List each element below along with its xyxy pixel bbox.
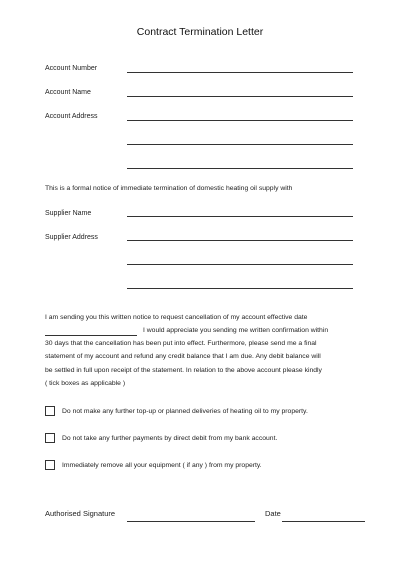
- termination-notice-text: This is a formal notice of immediate termination of domestic heating oil supply with: [45, 185, 293, 192]
- supplier-address-line-1[interactable]: [127, 240, 353, 241]
- effective-date-line[interactable]: [45, 335, 137, 336]
- account-number-line[interactable]: [127, 72, 353, 73]
- account-name-label: Account Name: [45, 89, 91, 96]
- paragraph-line-1: I am sending you this written notice to request cancellation of my account effective date: [45, 314, 308, 321]
- date-label: Date: [265, 509, 281, 518]
- option-2-label: Do not take any further payments by direct debit from my bank account.: [62, 435, 278, 442]
- authorised-signature-label: Authorised Signature: [45, 509, 116, 518]
- paragraph-line-4: statement of my account and refund any credit balance that I am due. Any debit balance will: [45, 353, 321, 360]
- account-address-line-1[interactable]: [127, 120, 353, 121]
- paragraph-line-6: ( tick boxes as applicable ): [45, 380, 126, 387]
- account-address-label: Account Address: [45, 113, 98, 120]
- option-2-checkbox[interactable]: [45, 433, 55, 443]
- date-line[interactable]: [282, 521, 365, 522]
- supplier-name-line[interactable]: [127, 216, 353, 217]
- option-3-label: Immediately remove all your equipment ( if any ) from my property.: [62, 462, 262, 469]
- supplier-address-label: Supplier Address: [45, 234, 98, 241]
- option-1-label: Do not make any further top-up or planned deliveries of heating oil to my property.: [62, 408, 308, 415]
- account-number-label: Account Number: [45, 65, 98, 72]
- account-address-line-3[interactable]: [127, 168, 353, 169]
- option-1-checkbox[interactable]: [45, 406, 55, 416]
- supplier-name-label: Supplier Name: [45, 210, 92, 217]
- account-name-line[interactable]: [127, 96, 353, 97]
- paragraph-line-5: be settled in full upon receipt of the statement. In relation to the above account please kindly: [45, 367, 322, 374]
- supplier-address-line-3[interactable]: [127, 288, 353, 289]
- signature-line[interactable]: [127, 521, 255, 522]
- account-address-line-2[interactable]: [127, 144, 353, 145]
- paragraph-line-3: 30 days that the cancellation has been put into effect. Furthermore, please send me a final: [45, 340, 317, 347]
- paragraph-line-2: I would appreciate you sending me written confirmation within: [143, 327, 329, 334]
- page-title: Contract Termination Letter: [136, 26, 264, 38]
- supplier-address-line-2[interactable]: [127, 264, 353, 265]
- option-3-checkbox[interactable]: [45, 460, 55, 470]
